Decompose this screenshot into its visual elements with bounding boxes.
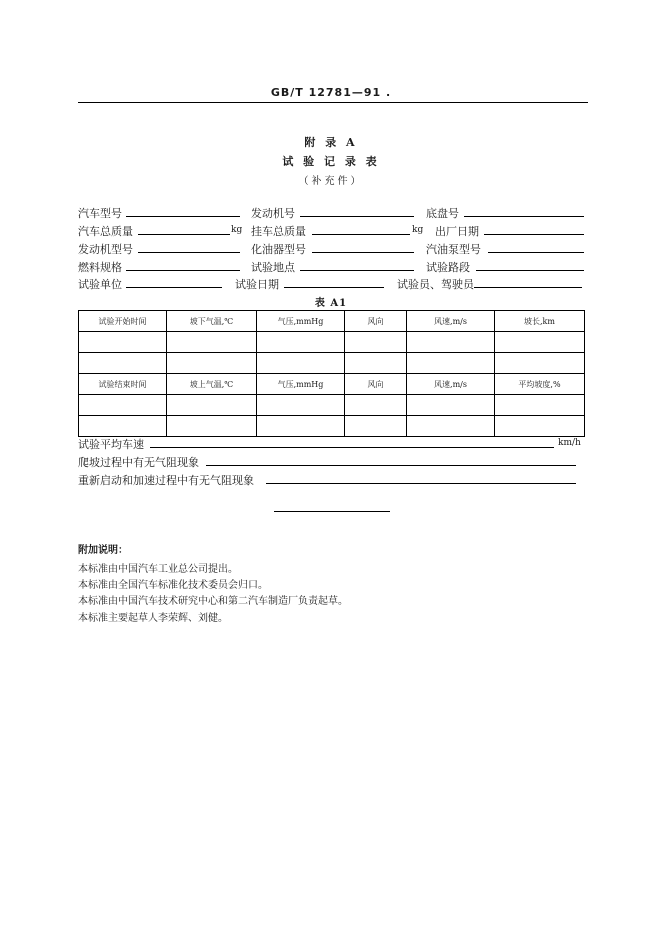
table-cell[interactable] [79,395,167,416]
table-cell[interactable] [79,353,167,374]
table-cell[interactable] [79,332,167,353]
gross-mass-blank[interactable] [138,223,230,235]
table-cell[interactable] [345,353,407,374]
table-cell[interactable] [495,353,585,374]
table-cell[interactable] [495,395,585,416]
restart-vapor-lock-label: 重新启动和加速过程中有无气阻现象 [78,474,254,487]
carburetor-model-label: 化油器型号 [251,243,306,256]
avg-speed-unit: km/h [558,438,581,448]
factory-date-blank[interactable] [484,223,584,235]
test-unit-blank[interactable] [126,276,222,288]
gross-mass-unit: kg [231,225,243,235]
climb-vapor-lock-label: 爬坡过程中有无气阻现象 [78,456,199,469]
avg-speed-blank[interactable] [150,436,554,448]
table-header-cell: 风速,m/s [407,374,495,395]
test-site-blank[interactable] [300,259,414,271]
table-cell[interactable] [345,395,407,416]
header-rule [78,102,588,103]
table-cell[interactable] [345,332,407,353]
table-cell[interactable] [79,416,167,437]
table-cell[interactable] [167,353,257,374]
table-cell[interactable] [257,416,345,437]
table-header-cell: 风向 [345,374,407,395]
test-record-table [78,310,585,437]
notes-line: 本标准主要起草人李荣辉、刘健。 [78,613,228,624]
test-site-label: 试验地点 [251,261,295,274]
appendix-title: 试 验 记 录 表 [282,155,380,168]
table-cell[interactable] [257,395,345,416]
restart-vapor-lock-blank[interactable] [266,472,576,484]
notes-line: 本标准由中国汽车工业总公司提出。 [78,564,238,575]
vehicle-model-label: 汽车型号 [78,207,122,220]
table-header-cell: 试验开始时间 [79,311,167,332]
table-row [79,416,585,437]
fuel-spec-blank[interactable] [126,259,240,271]
engine-model-blank[interactable] [138,241,240,253]
testers-label: 试验员、驾驶员 [397,278,474,291]
test-route-blank[interactable] [476,259,584,271]
table-cell[interactable] [257,332,345,353]
end-rule [274,511,390,512]
testers-blank[interactable] [474,276,582,288]
table-cell[interactable] [407,353,495,374]
table-cell[interactable] [345,416,407,437]
table-header-cell: 试验结束时间 [79,374,167,395]
table-cell[interactable] [167,395,257,416]
table-cell[interactable] [407,395,495,416]
fuel-pump-model-label: 汽油泵型号 [426,243,481,256]
notes-heading: 附加说明： [78,545,128,556]
test-date-blank[interactable] [284,276,384,288]
table-cell[interactable] [495,416,585,437]
appendix-label: 附 录 A [304,136,358,149]
table-header-cell: 坡上气温,℃ [167,374,257,395]
table-header-cell: 坡下气温,℃ [167,311,257,332]
table-cell[interactable] [407,332,495,353]
notes-line: 本标准由中国汽车技术研究中心和第二汽车制造厂负责起草。 [78,596,348,607]
table-header-cell: 气压,mmHg [257,374,345,395]
table-cell[interactable] [167,416,257,437]
trailer-mass-label: 挂车总质量 [251,225,306,238]
table-row [79,332,585,353]
carburetor-model-blank[interactable] [312,241,414,253]
table-cell[interactable] [167,332,257,353]
table-end-header-row [79,374,585,395]
trailer-mass-blank[interactable] [312,223,410,235]
table-row [79,395,585,416]
standard-number: GB/T 12781—91 . [270,86,392,99]
engine-no-blank[interactable] [300,205,414,217]
table-header-cell: 坡长,km [495,311,585,332]
chassis-no-label: 底盘号 [426,207,459,220]
table-header-cell: 风速,m/s [407,311,495,332]
fuel-spec-label: 燃料规格 [78,261,122,274]
notes-line: 本标准由全国汽车标准化技术委员会归口。 [78,580,268,591]
table-row [79,353,585,374]
table-header-cell: 平均坡度,% [495,374,585,395]
climb-vapor-lock-blank[interactable] [206,454,576,466]
table-caption: 表 A1 [314,298,348,309]
table-start-header-row [79,311,585,332]
engine-no-label: 发动机号 [251,207,295,220]
table-header-cell: 风向 [345,311,407,332]
test-route-label: 试验路段 [426,261,470,274]
gross-mass-label: 汽车总质量 [78,225,133,238]
table-cell[interactable] [407,416,495,437]
test-date-label: 试验日期 [235,278,279,291]
table-cell[interactable] [495,332,585,353]
trailer-mass-unit: kg [412,225,424,235]
table-header-cell: 气压,mmHg [257,311,345,332]
chassis-no-blank[interactable] [464,205,584,217]
vehicle-model-blank[interactable] [126,205,240,217]
appendix-note: （补充件） [298,176,364,187]
factory-date-label: 出厂日期 [435,225,479,238]
test-unit-label: 试验单位 [78,278,122,291]
fuel-pump-model-blank[interactable] [488,241,584,253]
avg-speed-label: 试验平均车速 [78,438,144,451]
table-cell[interactable] [257,353,345,374]
engine-model-label: 发动机型号 [78,243,133,256]
